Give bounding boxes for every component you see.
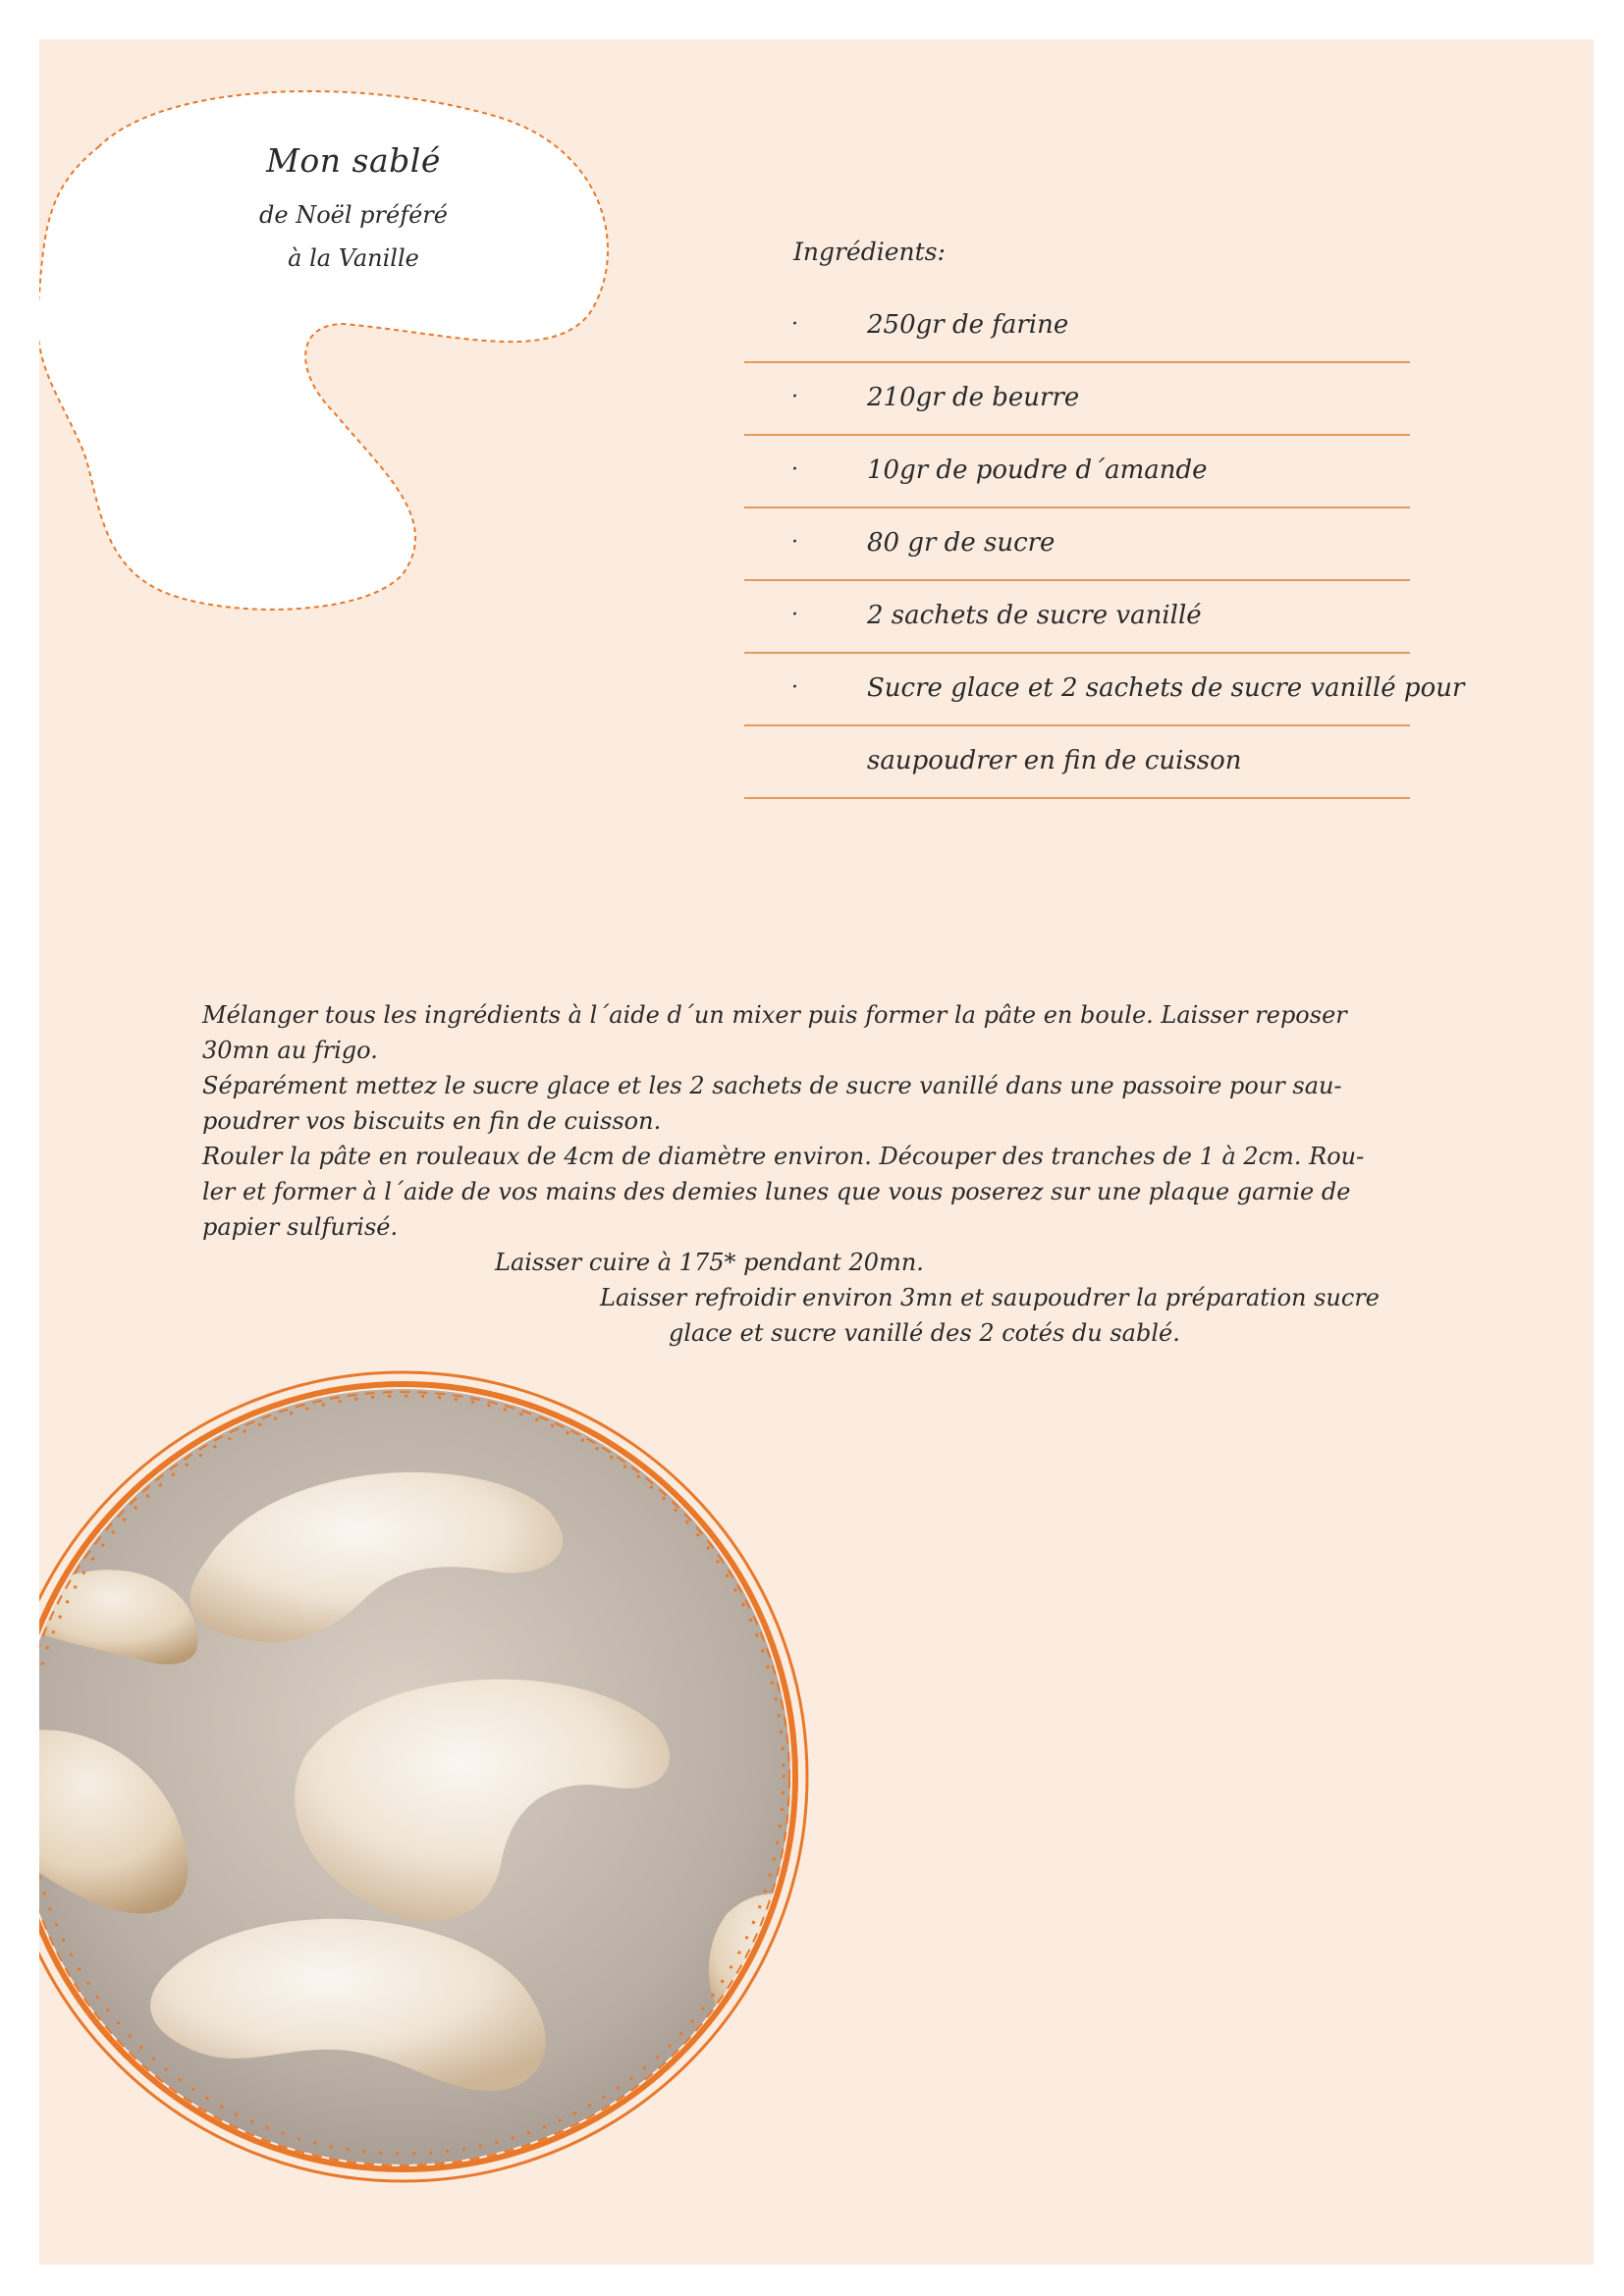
instruction-line: 30mn au frigo.	[202, 1037, 378, 1064]
ingredients-heading: Ingrédients:	[793, 238, 946, 266]
instruction-line: ler et former à l´aide de vos mains des demies lunes que vous poserez sur une plaque garnie de	[202, 1178, 1351, 1205]
recipe-title	[196, 141, 511, 280]
ingredient-item	[744, 654, 1465, 726]
ingredient-text: 250gr de farine	[867, 310, 1069, 340]
bullet-icon: ·	[791, 385, 798, 409]
ingredient-text: 10gr de poudre d´amande	[867, 455, 1208, 485]
bullet-icon: ·	[791, 603, 798, 627]
title-line-2: de Noël préféré	[259, 201, 448, 229]
bullet-icon: ·	[791, 312, 798, 337]
ingredient-item	[744, 581, 1410, 654]
title-blob-shape	[39, 39, 668, 628]
instruction-line: Laisser cuire à 175* pendant 20mn.	[495, 1249, 924, 1276]
cookie-photo	[39, 1345, 825, 2189]
ingredient-text: 210gr de beurre	[867, 383, 1080, 412]
instructions-text	[202, 997, 1518, 1351]
ingredient-item	[744, 436, 1410, 508]
instruction-line: Séparément mettez le sucre glace et les 2 sachets de sucre vanillé dans une passoire pour sau-	[202, 1072, 1342, 1099]
ingredient-item	[744, 291, 1410, 363]
ingredient-text: saupoudrer en fin de cuisson	[867, 746, 1242, 775]
recipe-page	[39, 39, 1594, 2265]
instruction-line: Mélanger tous les ingrédients à l´aide d´un mixer puis former la pâte en boule. Laisser reposer	[202, 1001, 1347, 1029]
ingredient-item	[744, 726, 1410, 799]
ingredient-item	[744, 508, 1410, 581]
instruction-line: papier sulfurisé.	[202, 1213, 399, 1241]
instruction-line: Laisser refroidir environ 3mn et saupoudrer la préparation sucre	[600, 1284, 1380, 1311]
ingredient-text: 80 gr de sucre	[867, 528, 1056, 558]
title-line-1: Mon sablé	[266, 141, 441, 180]
instruction-line: poudrer vos biscuits en fin de cuisson.	[202, 1107, 662, 1135]
ingredient-text: Sucre glace et 2 sachets de sucre vanillé pour	[867, 673, 1465, 703]
bullet-icon: ·	[791, 675, 798, 700]
title-line-3: à la Vanille	[288, 244, 419, 272]
ingredient-item	[744, 363, 1410, 436]
bullet-icon: ·	[791, 457, 798, 482]
bullet-icon: ·	[791, 530, 798, 555]
instruction-line: glace et sucre vanillé des 2 cotés du sablé.	[669, 1319, 1180, 1347]
instruction-line: Rouler la pâte en rouleaux de 4cm de diamètre environ. Découper des tranches de 1 à 2cm. Rou-	[202, 1143, 1365, 1170]
ingredients-list	[744, 291, 1490, 799]
ingredient-text: 2 sachets de sucre vanillé	[867, 601, 1202, 630]
